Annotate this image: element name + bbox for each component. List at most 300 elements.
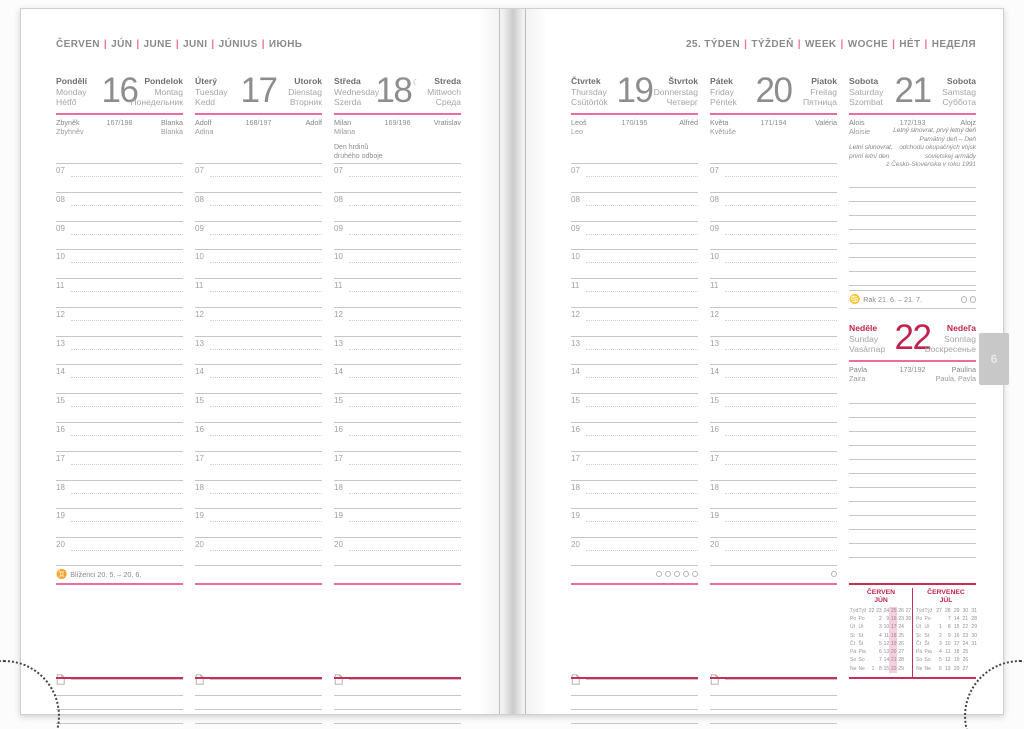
hour-row-19 bbox=[334, 508, 461, 537]
holiday-line: první letní den bbox=[849, 152, 890, 160]
day-header-monday bbox=[56, 71, 183, 112]
half-hour-line bbox=[71, 406, 183, 407]
holiday-line: Letní slunovrat, bbox=[849, 144, 893, 151]
ruled-line bbox=[849, 473, 976, 487]
hour-row-09 bbox=[710, 221, 837, 250]
country-badge-icon bbox=[674, 571, 681, 578]
ruled-line bbox=[849, 431, 976, 445]
calendar-cell bbox=[867, 656, 874, 664]
calendar-cell: 22 bbox=[962, 624, 969, 631]
calendar-row-label-sk: Po bbox=[858, 615, 865, 622]
nameday-name: Květuše bbox=[710, 127, 736, 136]
hour-label: 20 bbox=[710, 540, 719, 550]
nameday-name: Milana bbox=[334, 127, 356, 136]
hour-label: 15 bbox=[195, 396, 204, 406]
calendar-cell: 19 bbox=[891, 640, 897, 647]
hour-label: 17 bbox=[334, 453, 343, 463]
holiday-line: odchodu okupačných vojsk bbox=[899, 144, 976, 152]
calendar-cell bbox=[904, 648, 911, 656]
calendar-cell: 9 bbox=[947, 632, 951, 639]
calendar-row-label-sk: Ut bbox=[858, 624, 864, 631]
calendar-day-row bbox=[850, 665, 912, 673]
calendar-cell: 11 bbox=[945, 649, 951, 656]
hour-label: 07 bbox=[334, 166, 343, 175]
day-header-saturday bbox=[849, 71, 976, 112]
footer-separator-line bbox=[195, 583, 322, 585]
header-item: JUNE bbox=[143, 39, 172, 50]
day-name: Saturday bbox=[849, 86, 884, 97]
calendar-cell: 22 bbox=[868, 607, 875, 614]
calendar-week-row bbox=[850, 607, 912, 615]
saturday-lines bbox=[849, 187, 976, 299]
half-hour-line bbox=[210, 205, 322, 206]
half-hour-line bbox=[586, 550, 698, 551]
hour-row-20 bbox=[571, 537, 698, 566]
day-name: Sonntag bbox=[943, 333, 976, 344]
footer-row-friday bbox=[710, 567, 837, 581]
holiday-badges bbox=[831, 571, 838, 578]
calendar-cell: 28 bbox=[898, 657, 904, 664]
half-hour-line bbox=[586, 176, 698, 177]
sunday-separator-line bbox=[849, 360, 976, 362]
hour-row-14 bbox=[710, 364, 837, 393]
day-name: Kedd bbox=[195, 97, 216, 108]
calendar-row-label-cz: St bbox=[916, 632, 921, 639]
hour-label: 10 bbox=[334, 252, 343, 262]
holiday-line: druhého odboje bbox=[334, 153, 383, 160]
day-of-year: 172/193 bbox=[899, 118, 926, 127]
calendar-cell bbox=[904, 640, 911, 648]
hour-label: 15 bbox=[334, 396, 343, 406]
hour-row-09 bbox=[56, 221, 183, 250]
hour-row-15 bbox=[334, 393, 461, 422]
right-page bbox=[513, 9, 1005, 714]
ruled-line bbox=[849, 187, 976, 201]
zodiac-cancer-row bbox=[849, 290, 976, 309]
hour-row-12 bbox=[710, 307, 837, 336]
calendar-day-row bbox=[916, 632, 976, 640]
day-names-right bbox=[130, 76, 183, 112]
hour-row-07 bbox=[571, 163, 698, 192]
note-line bbox=[56, 723, 183, 724]
calendar-cell: 29 bbox=[953, 607, 960, 614]
calendar-cell: 7 bbox=[947, 615, 951, 622]
calendar-title-2: JÚN bbox=[874, 596, 888, 604]
calendar-row-label-sk: St bbox=[858, 632, 864, 639]
hour-label: 07 bbox=[195, 166, 204, 175]
hour-label: 13 bbox=[195, 338, 204, 348]
hour-row-11 bbox=[571, 278, 698, 307]
half-hour-line bbox=[586, 205, 698, 206]
left-day-columns bbox=[56, 71, 461, 680]
calendar-row-label-cz: Týd bbox=[850, 607, 859, 614]
day-of-year: 173/192 bbox=[899, 365, 926, 374]
nameday-name: Alfréd bbox=[679, 118, 698, 127]
hour-row-10 bbox=[571, 249, 698, 278]
nameday-name: Zbyhněv bbox=[56, 127, 84, 136]
ruled-line bbox=[849, 229, 976, 243]
header-separator: | bbox=[103, 39, 108, 50]
half-hour-line bbox=[210, 176, 322, 177]
hour-label: 13 bbox=[571, 338, 580, 348]
hour-label: 12 bbox=[334, 309, 343, 319]
day-name: Воскресенье bbox=[924, 344, 976, 355]
half-hour-line bbox=[349, 406, 461, 407]
hour-label: 08 bbox=[571, 194, 580, 204]
day-name: Pátek bbox=[710, 76, 733, 86]
day-name: Úterý bbox=[195, 76, 217, 86]
day-number-value: 21 bbox=[894, 71, 931, 110]
day-header-friday bbox=[710, 71, 837, 112]
country-badge-icon bbox=[665, 571, 672, 578]
hour-row-17 bbox=[334, 451, 461, 480]
half-hour-line bbox=[71, 493, 183, 494]
calendar-cell: 21 bbox=[962, 615, 969, 622]
half-hour-line bbox=[725, 320, 837, 321]
hour-row-16 bbox=[195, 422, 322, 451]
day-name: Wednesday bbox=[334, 86, 380, 97]
hour-label: 19 bbox=[195, 511, 204, 521]
calendar-cell bbox=[904, 623, 911, 631]
hour-row-19 bbox=[56, 508, 183, 537]
day-name: Neděle bbox=[849, 323, 878, 333]
hour-label: 16 bbox=[56, 425, 65, 435]
hour-label: 10 bbox=[195, 252, 204, 262]
hour-label: 08 bbox=[710, 194, 719, 204]
hour-grid bbox=[571, 163, 698, 566]
ruled-line bbox=[849, 557, 976, 571]
zodiac-gemini-icon: ♊ bbox=[56, 568, 68, 579]
calendar-cell: 27 bbox=[936, 607, 942, 614]
day-name: Hétfő bbox=[56, 97, 77, 108]
calendar-cell: 7 bbox=[879, 657, 882, 664]
day-names-right bbox=[427, 76, 461, 112]
hour-row-20 bbox=[56, 537, 183, 566]
calendar-cell: 28 bbox=[971, 615, 977, 622]
calendar-cell: 16 bbox=[953, 632, 960, 639]
day-of-year: 168/197 bbox=[245, 118, 272, 127]
calendar-cell: 13 bbox=[945, 665, 951, 672]
hour-row-13 bbox=[334, 336, 461, 365]
hour-row-07 bbox=[195, 163, 322, 192]
hour-label: 19 bbox=[334, 511, 343, 521]
ruled-line bbox=[849, 417, 976, 431]
day-name: Вторник bbox=[289, 97, 322, 108]
calendar-cell: 14 bbox=[953, 615, 960, 622]
hour-label: 19 bbox=[56, 511, 65, 521]
half-hour-line bbox=[725, 377, 837, 378]
half-hour-line bbox=[349, 205, 461, 206]
holiday-note bbox=[334, 143, 461, 161]
hour-label: 19 bbox=[710, 511, 719, 521]
day-names-right bbox=[654, 76, 698, 112]
hour-row-10 bbox=[56, 249, 183, 278]
note-line bbox=[56, 695, 183, 696]
calendar-cell: 8 bbox=[879, 665, 882, 672]
nameday-name: Blanka bbox=[161, 127, 183, 136]
day-names-left bbox=[334, 76, 379, 112]
header-item: TÝŽDEŇ bbox=[751, 39, 794, 50]
day-name: Piatok bbox=[811, 76, 837, 86]
note-line bbox=[334, 723, 461, 724]
nameday-name: Pavla bbox=[849, 365, 867, 374]
half-hour-line bbox=[71, 377, 183, 378]
calendar-cell: 31 bbox=[971, 640, 977, 647]
hour-row-15 bbox=[710, 393, 837, 422]
calendar-row-label-cz: St bbox=[850, 632, 855, 639]
hour-label: 20 bbox=[195, 540, 204, 550]
calendar-row-label-sk: Št bbox=[924, 640, 930, 647]
hour-label: 08 bbox=[195, 194, 204, 204]
half-hour-line bbox=[210, 320, 322, 321]
hour-label: 10 bbox=[56, 252, 65, 262]
ruled-line bbox=[849, 271, 976, 285]
calendar-row-label-sk: St bbox=[924, 632, 930, 639]
calendar-cell: 6 bbox=[879, 649, 882, 656]
header-item: JUNI bbox=[183, 39, 208, 50]
half-hour-line bbox=[586, 262, 698, 263]
day-name: Péntek bbox=[710, 97, 737, 108]
calendar-row-label-cz: Út bbox=[850, 624, 855, 631]
calendar-cell: 27 bbox=[962, 665, 969, 672]
ruled-line bbox=[849, 543, 976, 557]
hour-row-16 bbox=[334, 422, 461, 451]
calendar-cell: 31 bbox=[971, 607, 977, 614]
calendar-day-row bbox=[916, 640, 976, 648]
header-separator: | bbox=[136, 39, 140, 50]
ruled-line bbox=[849, 487, 976, 501]
holiday-line: Pamätný deň – Deň bbox=[919, 135, 976, 143]
day-name: Sobota bbox=[849, 76, 879, 86]
hour-grid bbox=[334, 163, 461, 566]
hour-grid bbox=[56, 163, 183, 566]
note-line bbox=[571, 695, 698, 696]
mini-calendar-june bbox=[849, 588, 912, 677]
calendar-row-label-sk: So bbox=[924, 657, 931, 664]
half-hour-line bbox=[349, 291, 461, 292]
hour-row-07 bbox=[334, 163, 461, 192]
nameday-row-friday bbox=[710, 118, 837, 136]
hour-label: 13 bbox=[710, 338, 719, 348]
calendar-cell: 2 bbox=[879, 615, 882, 622]
note-line bbox=[334, 695, 461, 696]
day-column-monday bbox=[56, 71, 183, 680]
calendar-cell: 29 bbox=[971, 624, 977, 631]
day-name: Tuesday bbox=[195, 86, 228, 97]
day-of-year: 171/194 bbox=[760, 118, 787, 127]
calendar-cell bbox=[904, 665, 911, 673]
hour-row-08 bbox=[571, 192, 698, 221]
calendar-cell: 4 bbox=[939, 649, 942, 656]
hour-label: 20 bbox=[56, 540, 65, 550]
hour-label: 14 bbox=[571, 367, 580, 377]
hour-label: 08 bbox=[334, 194, 343, 204]
footer-separator-line bbox=[571, 583, 698, 585]
hour-row-14 bbox=[56, 364, 183, 393]
namedays-left bbox=[849, 118, 892, 161]
header-item: ИЮНЬ bbox=[268, 39, 303, 50]
day-name: Thursday bbox=[571, 86, 607, 97]
hour-row-18 bbox=[334, 480, 461, 509]
hour-label: 07 bbox=[710, 166, 719, 175]
calendar-row-label-cz: Út bbox=[916, 624, 921, 631]
half-hour-line bbox=[210, 435, 322, 436]
calendar-cell bbox=[867, 640, 874, 648]
calendar-cell: 8 bbox=[947, 624, 951, 631]
day-name: Csütörtök bbox=[571, 97, 608, 108]
day-names-right bbox=[942, 76, 976, 112]
day-name: Sobota bbox=[946, 76, 976, 86]
hour-row-16 bbox=[710, 422, 837, 451]
calendar-cell: 30 bbox=[905, 615, 912, 622]
day-name: Среда bbox=[435, 97, 461, 108]
day-header-tuesday bbox=[195, 71, 322, 112]
calendar-cell bbox=[968, 656, 977, 664]
day-name: Szombat bbox=[849, 97, 883, 108]
calendar-cell: 20 bbox=[953, 665, 960, 672]
hour-label: 17 bbox=[56, 453, 65, 463]
day-names-right bbox=[803, 76, 837, 112]
half-hour-line bbox=[71, 320, 183, 321]
half-hour-line bbox=[349, 464, 461, 465]
half-hour-line bbox=[725, 521, 837, 522]
calendar-day-row bbox=[916, 623, 976, 631]
day-name: Mittwoch bbox=[427, 86, 461, 97]
header-item: WOCHE bbox=[847, 39, 889, 50]
half-hour-line bbox=[349, 550, 461, 551]
notes-area-thursday bbox=[571, 663, 698, 729]
ruled-line bbox=[849, 201, 976, 215]
zodiac-label: Blíženci 20. 5. – 20. 6. bbox=[70, 569, 142, 579]
hour-row-20 bbox=[195, 537, 322, 566]
left-page bbox=[21, 9, 513, 714]
header-item: HÉT bbox=[899, 39, 921, 50]
day-name: Четверг bbox=[666, 97, 698, 108]
day-separator-line bbox=[195, 113, 322, 115]
hour-label: 11 bbox=[195, 281, 204, 291]
nameday-name: Blanka bbox=[161, 118, 183, 127]
half-hour-line bbox=[725, 406, 837, 407]
month-header-left bbox=[56, 39, 302, 50]
note-line bbox=[710, 723, 837, 724]
calendar-row-label-cz: So bbox=[916, 657, 923, 664]
ruled-line bbox=[849, 445, 976, 459]
footer-row-tuesday bbox=[195, 567, 322, 581]
calendar-cell: 27 bbox=[905, 607, 912, 614]
holiday-line: sovietskej armády bbox=[924, 152, 976, 160]
header-item: 25. TÝDEN bbox=[685, 39, 741, 50]
calendar-day-row bbox=[916, 656, 976, 664]
day-header-wednesday bbox=[334, 71, 461, 112]
holiday-line: Den hrdinů bbox=[334, 144, 369, 151]
calendar-cell: 25 bbox=[898, 632, 904, 639]
day-separator-line bbox=[710, 113, 837, 115]
day-separator-line bbox=[849, 113, 976, 115]
half-hour-line bbox=[725, 262, 837, 263]
calendar-day-row bbox=[850, 648, 912, 656]
hour-label: 09 bbox=[56, 223, 65, 233]
hour-label: 13 bbox=[56, 338, 65, 348]
calendar-cell: 15 bbox=[883, 665, 890, 672]
hour-label: 09 bbox=[571, 223, 580, 233]
note-line bbox=[710, 709, 837, 710]
day-name: Donnerstag bbox=[653, 86, 698, 97]
calendar-cell bbox=[867, 632, 874, 640]
note-line bbox=[571, 723, 698, 724]
half-hour-line bbox=[586, 349, 698, 350]
calendar-cell: 11 bbox=[883, 632, 890, 639]
bottom-red-line bbox=[334, 677, 461, 679]
hour-row-13 bbox=[710, 336, 837, 365]
half-hour-line bbox=[71, 234, 183, 235]
hour-label: 18 bbox=[195, 482, 204, 492]
calendar-cell: 21 bbox=[891, 657, 897, 664]
hour-label: 15 bbox=[56, 396, 65, 406]
ruled-line bbox=[849, 515, 976, 529]
hour-row-10 bbox=[334, 249, 461, 278]
day-names-left bbox=[56, 76, 87, 112]
header-separator: | bbox=[175, 39, 180, 50]
hour-row-14 bbox=[195, 364, 322, 393]
day-names-left bbox=[710, 76, 737, 112]
day-number-value: 16 bbox=[101, 71, 138, 110]
calendar-row-label-sk: Pia bbox=[924, 649, 932, 656]
calendar-cell: 30 bbox=[962, 607, 969, 614]
calendar-cell bbox=[867, 648, 874, 656]
day-of-year: 170/195 bbox=[621, 118, 648, 127]
hour-label: 14 bbox=[195, 367, 204, 377]
hour-row-11 bbox=[195, 278, 322, 307]
calendar-cell: 6 bbox=[939, 665, 942, 672]
hour-row-17 bbox=[195, 451, 322, 480]
header-separator: | bbox=[211, 39, 215, 50]
mini-calendars bbox=[849, 583, 976, 679]
hour-grid bbox=[710, 163, 837, 566]
half-hour-line bbox=[725, 176, 837, 177]
calendar-row-label-cz: Pá bbox=[916, 649, 923, 656]
calendar-row-label-cz: Po bbox=[916, 615, 923, 622]
hour-row-19 bbox=[571, 508, 698, 537]
half-hour-line bbox=[586, 493, 698, 494]
hour-row-09 bbox=[571, 221, 698, 250]
calendar-cell: 25 bbox=[891, 607, 897, 614]
half-hour-line bbox=[349, 435, 461, 436]
nameday-name: Vratislav bbox=[433, 118, 461, 127]
day-name: Utorok bbox=[294, 76, 322, 86]
calendar-cell bbox=[968, 665, 977, 673]
calendar-title-2: JÚL bbox=[939, 596, 953, 604]
day-of-year: 169/196 bbox=[384, 118, 411, 127]
half-hour-line bbox=[586, 234, 698, 235]
header-separator: | bbox=[797, 39, 801, 50]
hour-row-09 bbox=[334, 221, 461, 250]
day-name: Streda bbox=[434, 76, 461, 86]
footer-row-wednesday bbox=[334, 567, 461, 581]
calendar-cell: 18 bbox=[891, 632, 897, 639]
calendar-day-row bbox=[850, 623, 912, 631]
hour-row-16 bbox=[571, 422, 698, 451]
hour-row-19 bbox=[710, 508, 837, 537]
header-item: НЕДЕЛЯ bbox=[931, 39, 976, 50]
nameday-row-sunday bbox=[849, 365, 976, 383]
calendar-day-row bbox=[916, 648, 976, 656]
nameday-name: Paulína bbox=[951, 365, 976, 374]
nameday-name: Adolf bbox=[305, 118, 322, 127]
calendar-cell: 5 bbox=[939, 657, 942, 664]
calendar-row-label-cz: Týd bbox=[916, 607, 925, 614]
day-of-year: 167/198 bbox=[106, 118, 133, 127]
hour-row-08 bbox=[710, 192, 837, 221]
